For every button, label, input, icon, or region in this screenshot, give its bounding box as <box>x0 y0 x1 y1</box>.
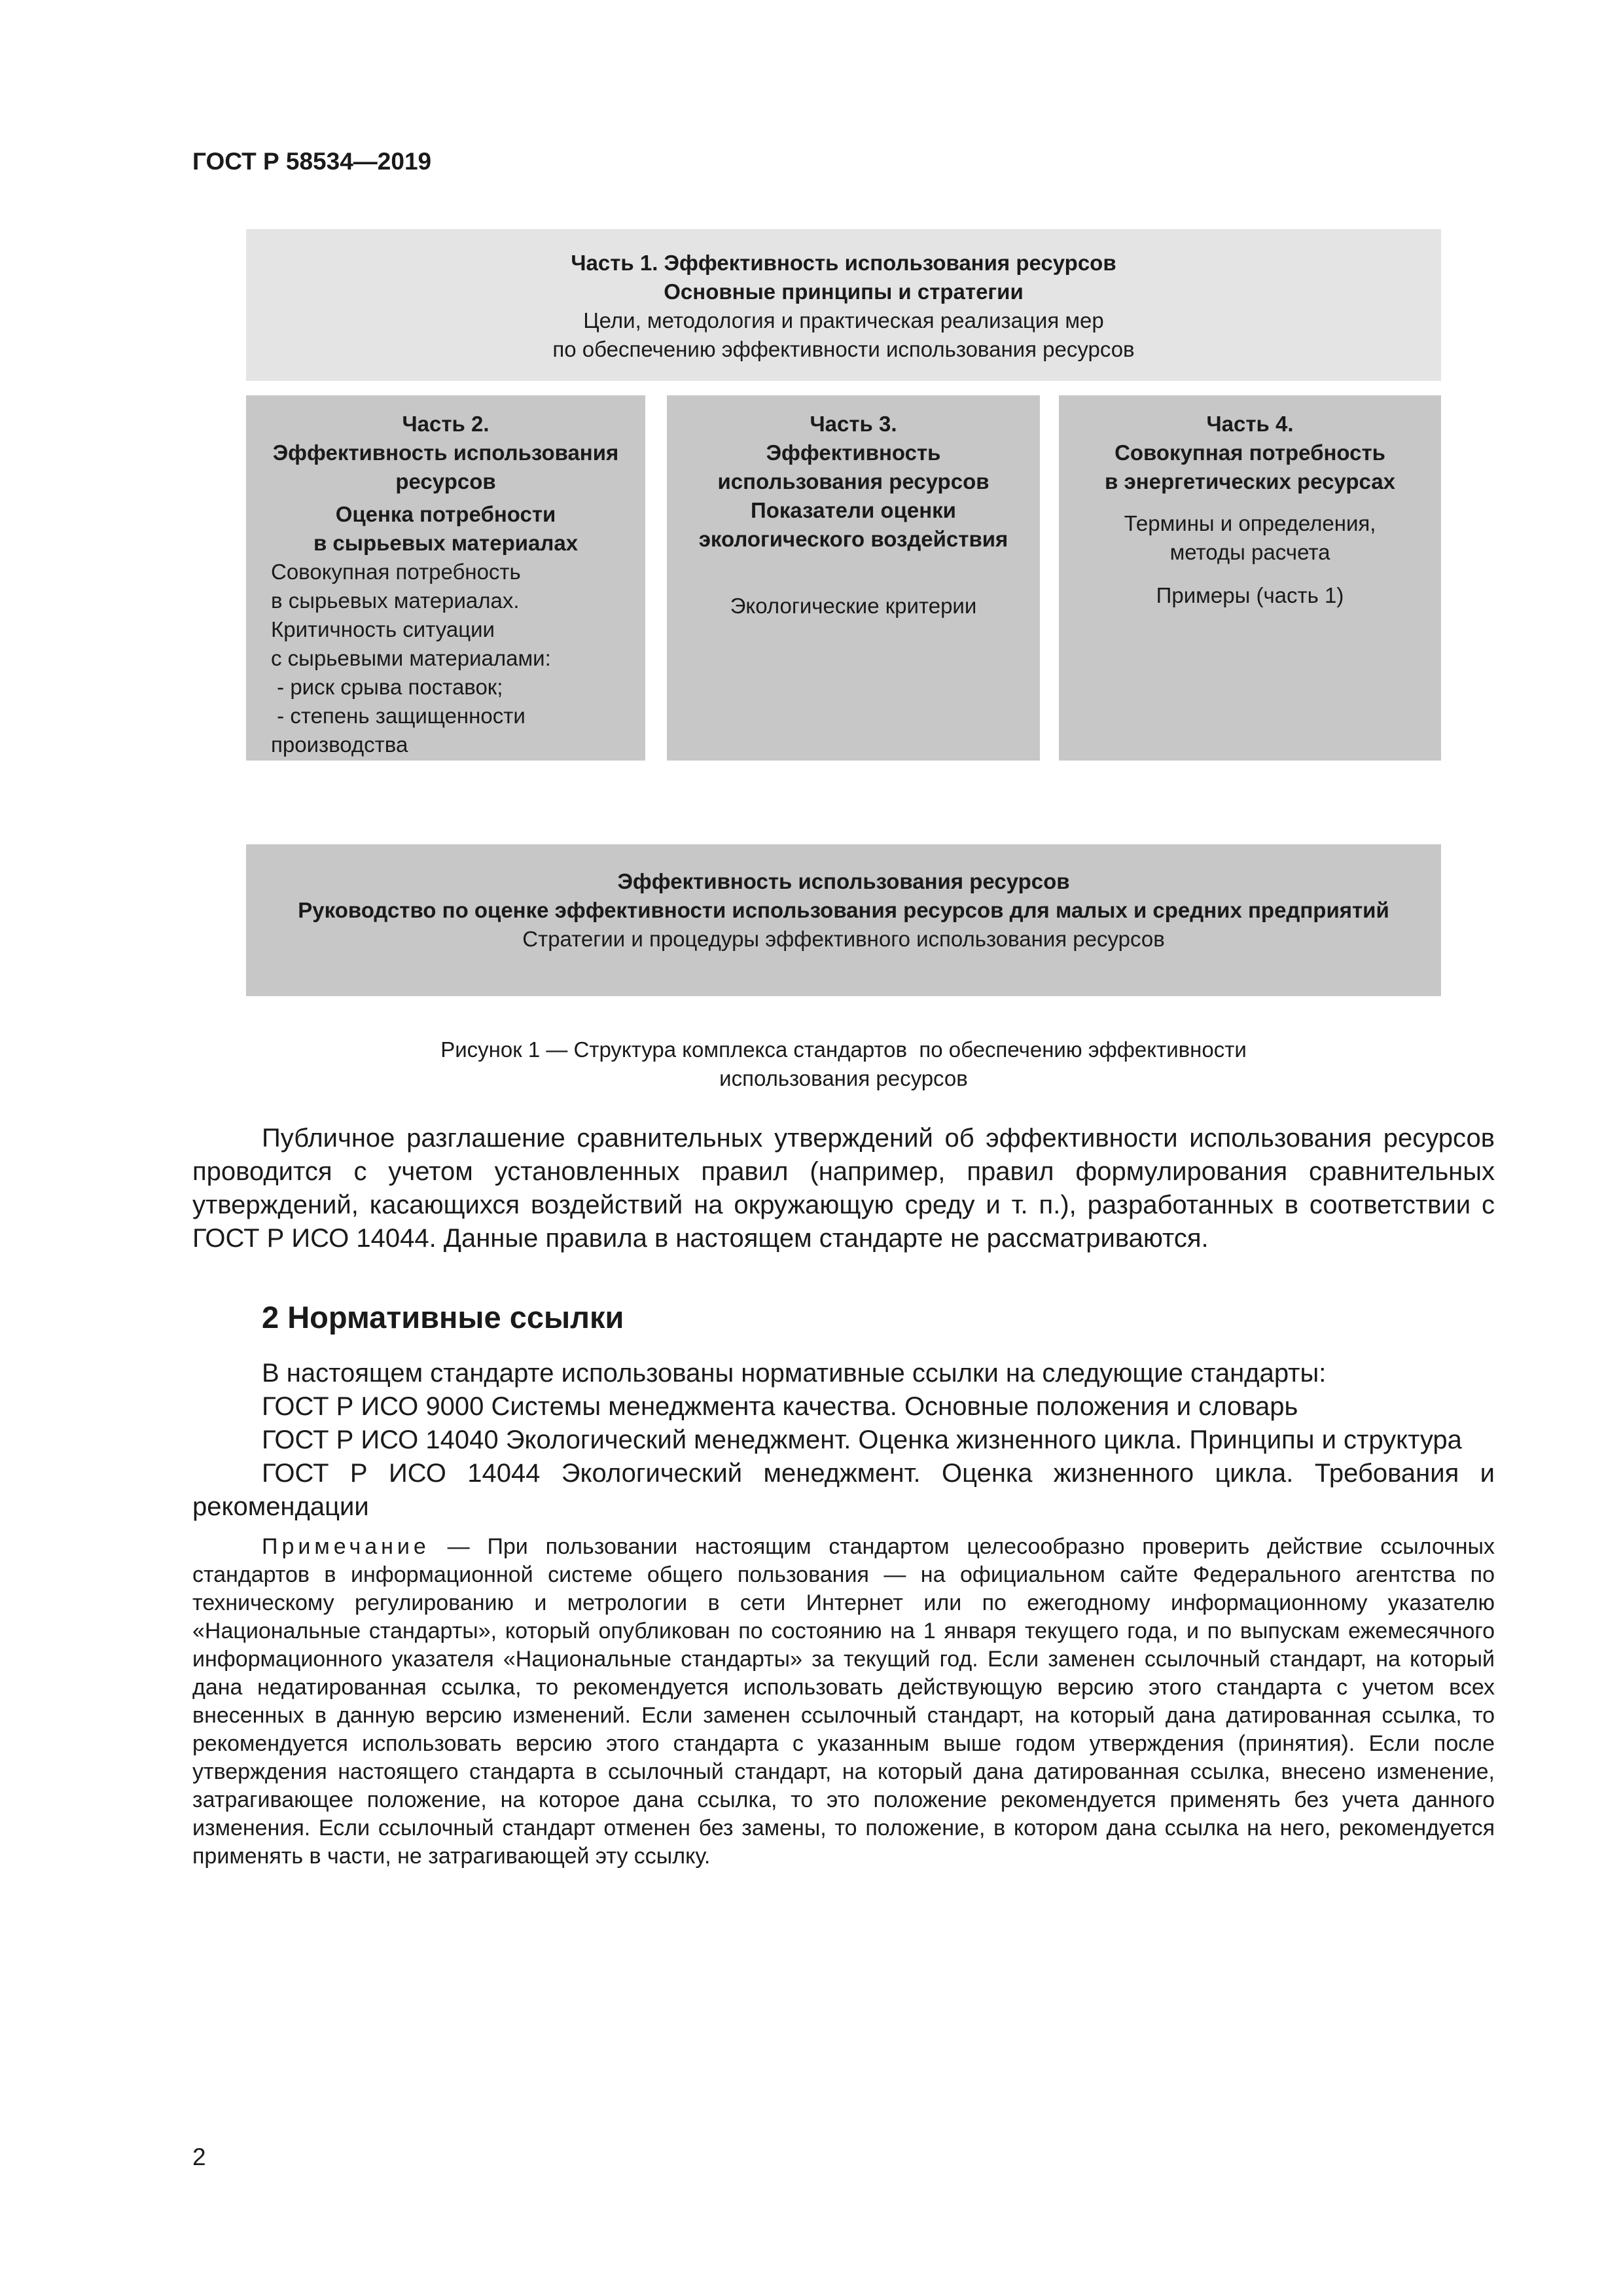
figure-box-part3 <box>667 395 1040 761</box>
part3-subtitle-2: экологического воздействия <box>698 527 1008 551</box>
part2-text-5: - риск срыва поставок; <box>271 675 503 699</box>
part3-title: Часть 3. <box>810 412 897 436</box>
part1-title: Часть 1. Эффективность использования ресурсов <box>571 251 1116 275</box>
part3-title-3: использования ресурсов <box>717 469 990 493</box>
part2-text-2: в сырьевых материалах. <box>271 588 520 613</box>
part4-title-2: Совокупная потребность <box>1115 440 1385 465</box>
document-header: ГОСТ Р 58534—2019 <box>192 148 432 175</box>
references-intro: В настоящем стандарте использованы нормативные ссылки на следующие стандарты: <box>262 1359 1327 1388</box>
part1-text-1: Цели, методология и практическая реализация мер <box>583 308 1104 332</box>
part4-title: Часть 4. <box>1206 412 1294 436</box>
part1-text-2: по обеспечению эффективности использования ресурсов <box>552 337 1135 361</box>
part2-text-1: Совокупная потребность <box>271 560 521 584</box>
figure-box-part4 <box>1059 395 1441 761</box>
body-paragraph: Публичное разглашение сравнительных утверждений об эффективности использования ресурсов проводится с учетом установленных правил (например, правил формулирования сравнительных утверждений, касающихся воздействий на окружающую среду и т. п.), разработанных в соответствии с ГОСТ Р ИСО 14044. Данные правила в настоящем стандарте не рассматриваются. <box>192 1124 1495 1253</box>
guide-text: Стратегии и процедуры эффективного использования ресурсов <box>522 927 1165 951</box>
part2-subtitle-2: в сырьевых материалах <box>313 531 579 555</box>
part2-text-6: - степень защищенности <box>271 704 526 728</box>
part2-title-3: ресурсов <box>395 469 496 493</box>
figure-caption-line-1: Рисунок 1 — Структура комплекса стандартов по обеспечению эффективности <box>440 1037 1247 1062</box>
part3-title-2: Эффективность <box>766 440 941 465</box>
part4-text-1: Термины и определения, <box>1124 511 1376 535</box>
figure-box-part2 <box>246 395 645 761</box>
figure-caption-line-2: использования ресурсов <box>719 1066 968 1090</box>
part4-text-3: Примеры (часть 1) <box>1156 583 1344 607</box>
part2-title: Часть 2. <box>402 412 490 436</box>
part1-subtitle: Основные принципы и стратегии <box>664 279 1024 304</box>
note-paragraph <box>192 1533 1495 1871</box>
note-text: — При пользовании настоящим стандартом целесообразно проверить действие ссылочных стандартов в информационной системе общего пользования — на официальном сайте Федерального агентства по техническому регулированию и метрологии в сети Интернет или по ежегодному информационному указателю «Национальные стандарты», который опубликован по состоянию на 1 января текущего года, и по выпускам ежемесячного информационного указателя «Национальные стандарты» за текущий год. Если заменен ссылочный стандарт, на который дана недатированная ссылка, то рекомендуется использовать действующую версию этого стандарта с учетом всех внесенных в данную версию изменений. Если заменен ссылочный стандарт, на который дана датированная ссылка, то рекомендуется использовать версию этого стандарта с указанным выше годом утверждения (принятия). Если после утверждения настоящего стандарта в ссылочный стандарт, на который дана датированная ссылка, внесено изменение, затрагивающее положение, на которое дана ссылка, то это положение рекомендуется применять без учета данного изменения. Если ссылочный стандарт отменен без замены, то положение, в котором дана ссылка на него, рекомендуется применять в части, не затрагивающей эту ссылку. <box>192 1534 1495 1869</box>
part4-text-2: методы расчета <box>1169 540 1330 564</box>
guide-subtitle: Руководство по оценке эффективности использования ресурсов для малых и средних предприятий <box>298 898 1389 922</box>
part4-title-3: в энергетических ресурсах <box>1105 469 1395 493</box>
guide-title: Эффективность использования ресурсов <box>617 869 1070 893</box>
page-number: 2 <box>192 2144 206 2170</box>
part2-text-7: производства <box>271 732 408 757</box>
figure-box-part1 <box>246 229 1441 381</box>
part2-subtitle: Оценка потребности <box>335 502 556 526</box>
reference-item: ГОСТ Р ИСО 14044 Экологический менеджмент. Оценка жизненного цикла. Требования и рекомендации <box>192 1459 1495 1521</box>
reference-item: ГОСТ Р ИСО 9000 Системы менеджмента качества. Основные положения и словарь <box>262 1392 1298 1421</box>
part3-subtitle: Показатели оценки <box>751 498 956 522</box>
figure-box-guide <box>246 844 1441 996</box>
part2-text-4: с сырьевыми материалами: <box>271 646 551 670</box>
note-label: Примечание <box>262 1534 430 1559</box>
figure-caption <box>246 1035 1441 1093</box>
part2-title-2: Эффективность использования <box>272 440 619 465</box>
part2-text-3: Критичность ситуации <box>271 617 495 641</box>
reference-item: ГОСТ Р ИСО 14040 Экологический менеджмент. Оценка жизненного цикла. Принципы и структура <box>262 1426 1462 1454</box>
section-heading: 2 Нормативные ссылки <box>262 1300 624 1335</box>
part3-text-1: Экологические критерии <box>730 594 977 618</box>
